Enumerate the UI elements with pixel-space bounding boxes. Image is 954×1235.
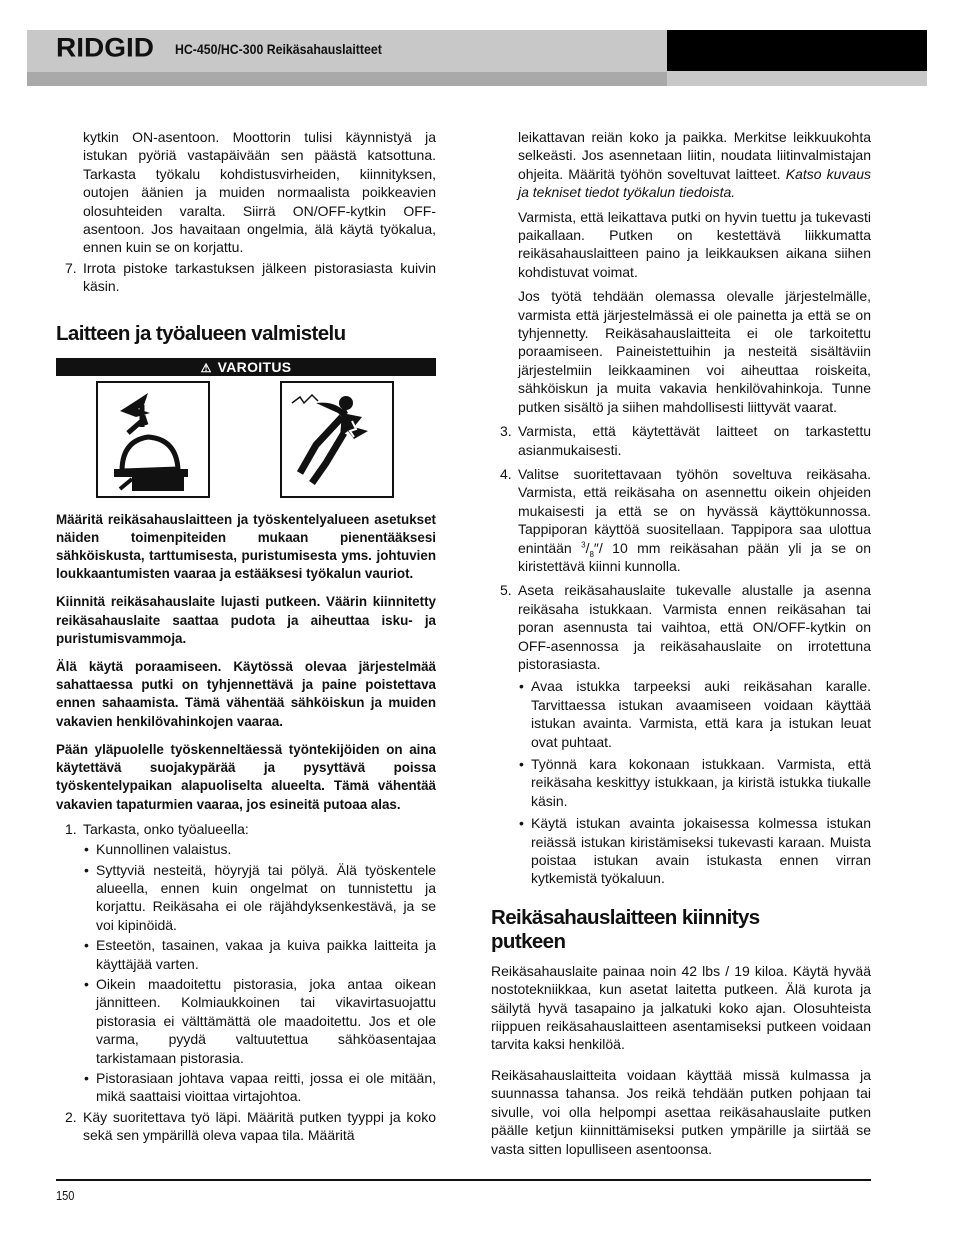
heading-line: Reikäsahauslaitteen kiinnitys [491, 905, 760, 929]
continuation-text: leikattavan reiän koko ja paikka. Merkitse leikkuukohta selkeästi. Jos asennetaan liitin, noudata liitinvalmistajan ohjeita. Määritä työhön soveltuvat laitteet. [518, 129, 871, 182]
bullet-text: Avaa istukka tarpeeksi auki reikäsahan karalle. Tarvittaessa istukan avaamiseen voidaan käyttää istukan avainta. Varmista, että kara ja istukan leuat ovat puhtaat. [531, 678, 871, 750]
warning-paragraph: Pään yläpuolelle työskenneltäessä työntekijöiden on aina käytettävä suojakypärää ja pysyttävä poissa työskentelypaikan alapuoliselta alueelta. Tämä vähentää vakavien tapaturmien vaaraa, jos esineitä putoaa alas. [56, 741, 436, 812]
fraction-denominator: 8 [589, 549, 594, 559]
section-heading [491, 906, 871, 954]
section-heading: Laitteen ja työalueen valmistelu [56, 321, 346, 345]
list-item [56, 820, 436, 838]
bullet-item: • Kunnollinen valaistus. [84, 841, 232, 858]
item-number: 4. [500, 465, 512, 482]
item-text: ″/ 10 mm reikäsahan pään yli ja se on kiristettävä kiinni kunnolla. [518, 539, 872, 574]
header-black-band [667, 30, 927, 71]
header-shade [27, 72, 667, 86]
item-text: Tarkasta, onko työalueella: [83, 820, 249, 837]
item-text: Käy suoritettava työ läpi. Määritä putken tyyppi ja koko sekä sen ympärillä oleva vapaa tila. Määritä [83, 1108, 436, 1144]
electric-shock-icon [280, 381, 394, 498]
warning-triangle-icon: ⚠ [200, 360, 212, 375]
page-number: 150 [56, 1188, 75, 1203]
item-number: 5. [500, 582, 512, 599]
bullet-text: Syttyviä nesteitä, höyryjä tai pölyä. Älä työskentele alueella, ennen kuin ongelmat on tunnistettu ja korjattu. Reikäsaha ei ole räjähdyksenkestävä, ja se voi kipinöidä. [96, 861, 436, 933]
warning-banner [56, 358, 436, 376]
item-number: 7. [65, 259, 77, 276]
item-text: Irrota pistoke tarkastuksen jälkeen pistorasiasta kuivin käsin. [83, 259, 436, 295]
step-6-continuation: kytkin ON-asentoon. Moottorin tulisi käynnistyä ja istukan pyöriä vastapäivään sen päästä katsottuna. Tarkasta työkalu kohdistusvirheiden, kiinnityksen, outojen äänien ja muiden normaalista poikkeavien olosuhteiden varalta. Siirrä ON/OFF-kytkin OFF-asentoon. Jos havaitaan ongelmia, älä käytä työkalua, ennen kuin se on korjattu. [83, 129, 436, 256]
item-number: 3. [500, 423, 512, 440]
list-item [56, 1108, 436, 1145]
paragraph: Jos työtä tehdään olemassa olevalle järjestelmälle, varmista että järjestelmässä ei ole painetta ja että se on tyhjennetty. Reikäsahauslaitteita ei ole tarkoitettu poraamiseen. Paineistettuihin ja nesteitä sisältäviin järjestelmiin leikkaaminen voi aiheuttaa roiskeita, sähköiskun ja muita vakavia henkilövahinkoja. Tunne putken sisältö ja siihen mahdollisesti liittyvät vaarat. [518, 288, 871, 415]
list-item: 4. Valitse suoritettavaan työhön soveltuva reikäsaha. Varmista, että reikäsaha on asennettu oikein ohjeiden mukaisesti ja että se on hyvässä käyttökunnossa. Tappiporan käyttöä suositellaan. Tappipora saa ulottua enintään $^3/_8''/$ 10 mm reikäsahan pään yli ja se on kiristettävä kiinni kunnolla. [500, 465, 872, 574]
list-item [491, 581, 871, 673]
item-text: Aseta reikäsahauslaite tukevalle alustalle ja asenna reikäsaha istukkaan. Varmista ennen reikäsahan tai poran asennusta tai vaihtoa, että ON/OFF-kytkin on OFF-asennossa ja reikäsahauslaite on irrotettuna pistorasiasta. [518, 582, 871, 672]
step-2-continuation [491, 128, 871, 202]
bullet-item: • Esteetön, tasainen, vakaa ja kuiva paikka laitteita ja käyttäjää varten. [84, 937, 436, 972]
left-column [56, 128, 436, 1145]
item-text: Valitse suoritettavaan työhön soveltuva reikäsaha. Varmista, että reikäsaha on asennettu oikein ohjeiden mukaisesti ja että se on hyvässä käyttökunnossa. Tappiporan käyttöä suositellaan. Tappipora saa ulottua enintään [518, 465, 871, 556]
bullet-item: • Työnnä kara kokonaan istukkaan. Varmista, että reikäsaha keskittyy istukkaan, ja kiristä istukka tiukalle käsin. [519, 756, 871, 809]
pictogram-row [56, 381, 436, 504]
warning-paragraph: Älä käytä poraamiseen. Käytössä olevaa järjestelmää sahattaessa putki on tyhjennettävä ja paine poistettava ennen sahaamista. Tämä vähentää sähköiskun ja muiden vakavien henkilövahinkojen vaaraa. [56, 659, 436, 729]
paragraph: Reikäsahauslaitteita voidaan käyttää missä kulmassa ja suunnassa tahansa. Jos reikä tehdään putken pohjaan tai sivulle, voi olla helpompi asettaa reikäsahauslaite putken päälle ketjun kiinnittämiseksi putken ympärille ja siirtää se vasta sitten lopulliseen asentoonsa. [491, 1066, 871, 1157]
ridgid-logo: RIDGID [56, 32, 154, 63]
right-column [491, 128, 871, 1158]
reference-note: Katso kuvaus ja tekniset tiedot työkalun tiedoista. [518, 165, 871, 201]
bullet-text: Työnnä kara kokonaan istukkaan. Varmista, että reikäsaha keskittyy istukkaan, ja kiristä istukka tiukalle käsin. [531, 756, 871, 809]
item-number: 1. [65, 820, 77, 837]
paragraph: Reikäsahauslaite painaa noin 42 lbs / 19 kiloa. Käytä hyvää nostotekniikkaa, kun asetat laitetta putkeen. Älä kurota ja säilytä hyvä tasapaino ja jalkatuki koko ajan. Olosuhteista riippuen reikäsahauslaitteen asentamiseksi putkeen voidaan tarvita kaksi henkilöä. [491, 962, 871, 1053]
bullet-item: • Oikein maadoitettu pistorasia, joka antaa oikean jännitteen. Kolmiaukkoinen tai vikavirtasuojattu pistorasia ei välttämättä ole maadoitettu. Jos et ole varma, pyydä valtuutettua sähköasentajaa tarkistamaan pistorasia. [84, 975, 436, 1066]
warning-paragraph: Kiinnitä reikäsahauslaite lujasti putkeen. Väärin kiinnitetty reikäsahauslaite saattaa pudota ja aiheuttaa isku- ja puristumisvammoja. [56, 594, 436, 646]
footer-rule [56, 1179, 871, 1181]
paragraph: Varmista, että leikattava putki on hyvin tuettu ja tukevasti paikallaan. Putken on kestettävä liikkumatta reikäsahauslaitteen paino ja leikkauksen aikana siihen kohdistuvat voimat. [518, 208, 871, 280]
warning-label: VAROITUS [217, 358, 292, 375]
fraction-numerator: 3 [581, 539, 586, 549]
item-number: 2. [65, 1108, 77, 1125]
document-title: HC-450/HC-300 Reikäsahauslaitteet [175, 41, 382, 57]
bullet-text: Pistorasiaan johtava vapaa reitti, jossa ei ole mitään, mikä saattaisi vioittaa virtajohtoa. [96, 1069, 436, 1105]
bullet-item: • Syttyviä nesteitä, höyryjä tai pölyä. Älä työskentele alueella, ennen kuin ongelmat on tunnistettu ja korjattu. Reikäsaha ei ole räjähdyksenkestävä, ja se voi kipinöidä. [84, 861, 436, 933]
warning-paragraph: Määritä reikäsahauslaitteen ja työskentelyalueen asetukset näiden toimenpiteiden mukaan pienentääksesi sähköiskusta, tarttumisesta, puristumisesta yms. johtuvien loukkaantumisten vaaraa ja estääksesi työkalun vauriot. [56, 511, 436, 582]
bullet-text: Kunnollinen valaistus. [96, 841, 232, 858]
bullet-text: Oikein maadoitettu pistorasia, joka antaa oikean jännitteen. Kolmiaukkoinen tai vikavirtasuojattu pistorasia ei välttämättä ole maadoitettu. Jos et ole varma, pyydä valtuutettua sähköasentajaa tarkistamaan pistorasia. [96, 975, 436, 1066]
bullet-text: Esteetön, tasainen, vakaa ja kuiva paikka laitteita ja käyttäjää varten. [96, 937, 436, 972]
hard-hat-falling-object-icon [96, 381, 210, 498]
list-item [491, 422, 871, 459]
list-item [56, 259, 436, 296]
heading-line: putkeen [491, 929, 566, 953]
bullet-text: Käytä istukan avainta jokaisessa kolmessa istukan reiässä istukan kiristämiseksi tukevasti karaan. Muista poistaa istukan avain istukasta ennen virran kytkemistä työkaluun. [531, 815, 871, 887]
bullet-item: • Käytä istukan avainta jokaisessa kolmessa istukan reiässä istukan kiristämiseksi tukevasti karaan. Muista poistaa istukan avain istukasta ennen virran kytkemistä työkaluun. [519, 815, 871, 887]
bullet-item: • Pistorasiaan johtava vapaa reitti, jossa ei ole mitään, mikä saattaisi vioittaa virtajohtoa. [84, 1069, 436, 1105]
item-text: Varmista, että käytettävät laitteet on tarkastettu asianmukaisesti. [518, 423, 871, 458]
bullet-item: • Avaa istukka tarpeeksi auki reikäsahan karalle. Tarvittaessa istukan avaamiseen voidaan käyttää istukan avainta. Varmista, että kara ja istukan leuat ovat puhtaat. [519, 678, 871, 750]
